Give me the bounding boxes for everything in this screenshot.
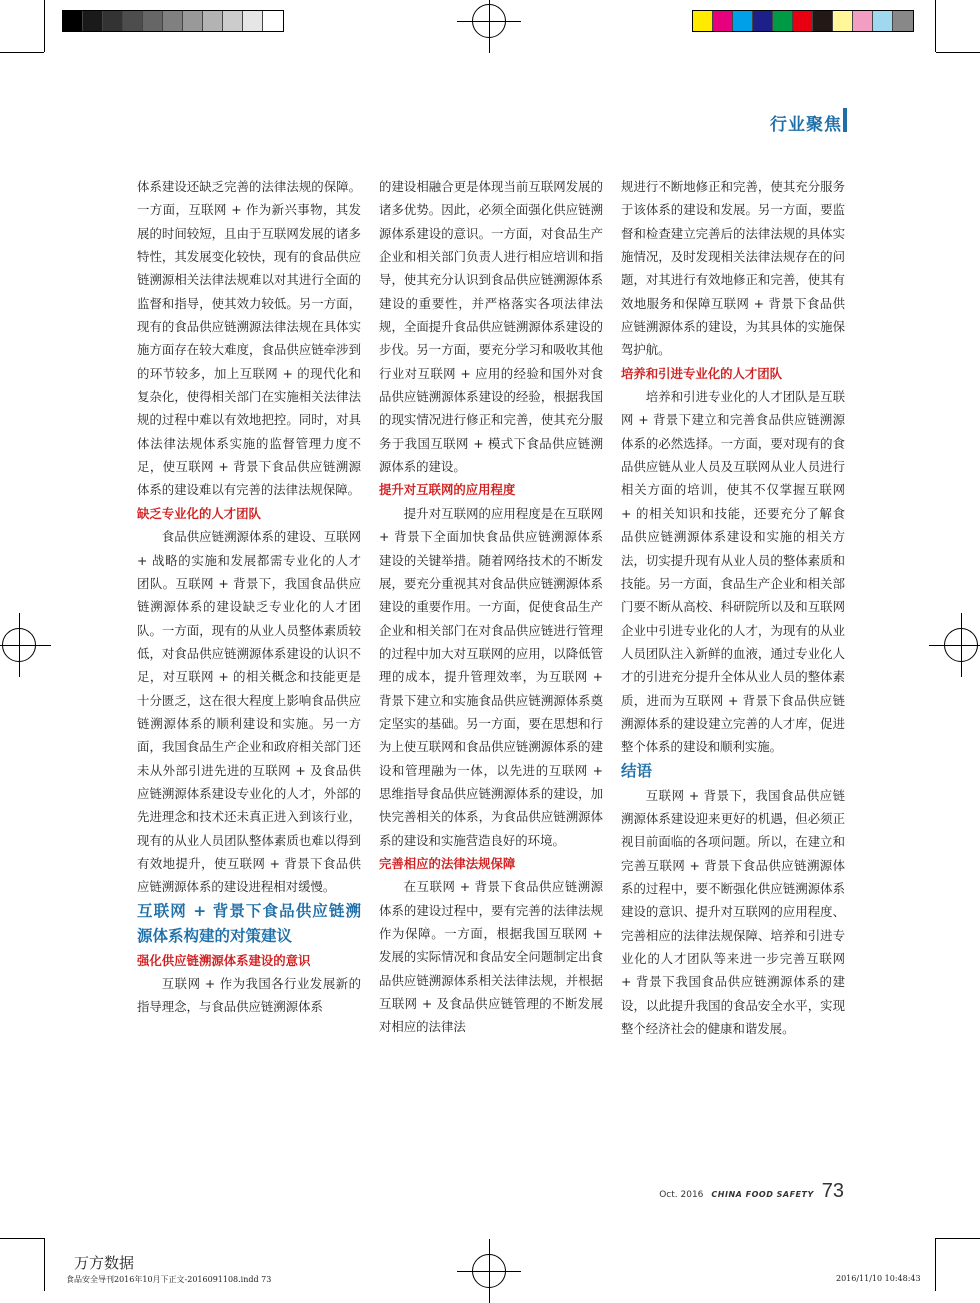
crop-mark [936,1238,980,1239]
crop-mark [935,0,936,52]
registration-mark-top [472,4,506,38]
color-swatch [773,11,793,31]
column-2 [379,175,603,1039]
registration-mark-left [2,628,36,662]
color-swatch [733,11,753,31]
color-swatch [893,11,913,31]
color-swatch [143,11,163,31]
watermark: 万方数据 [74,1254,135,1272]
crop-mark [0,1238,44,1239]
color-swatch [693,11,713,31]
color-swatch [203,11,223,31]
paragraph: 的建设相融合更是体现当前互联网发展的诸多优势。因此，必须全面强化供应链溯源体系建设的意识。一方面，对食品生产企业和相关部门负责人进行相应培训和指导，使其充分认识到食品供应链溯源体系建设的重要性，并严格落实各项法律法规，全面提升食品供应链溯源体系建设的步伐。另一方面，要充分学习和吸收其他行业对互联网 + 应用的经验和国外对食品供应链溯源体系建设的经验，根据我国的现实情况进行修正和完善，使其充分服务于我国互联网 + 模式下食品供应链溯源体系的建设。 [379,179,603,475]
subheading: 提升对互联网的应用程度 [379,482,516,498]
paragraph: 培养和引进专业化的人才团队是互联网 + 背景下建立和完善食品供应链溯源体系的必然选择。一方面，要对现有的食品供应链从业人员及互联网从业人员进行相关方面的培训，使其不仅掌握互联网 + 的相关知识和技能，还要充分了解食品供应链溯源体系建设和实施的相关方法，切实提升现有从业人员的整体素质和技能。另一方面，食品生产企业和相关部门要不断从高校、科研院所以及和互联网企业中引进专业化的人才，为现有的从业人员团队注入新鲜的血液，通过专业化人才的引进充分提升全体从业人员的整体素质，进而为互联网 + 背景下食品供应链溯源体系的建设建立完善的人才库，促进整个体系的建设和顺利实施。 [621,389,845,755]
crop-mark [936,52,980,53]
crop-mark [935,1238,936,1291]
color-swatch [63,11,83,31]
color-swatch [183,11,203,31]
subheading: 培养和引进专业化的人才团队 [621,365,783,381]
color-swatch [223,11,243,31]
paragraph: 体系建设还缺乏完善的法律法规的保障。一方面，互联网 + 作为新兴事物，其发展的时间较短，且由于互联网发展的诸多特性，其发展变化较快，现有的食品供应链溯源相关法律法规难以对其进行全面的监督和指导，使其效力较低。另一方面，现有的食品供应链溯源法律法规在具体实施方面存在较大难度，食品供应链牵涉到的环节较多，加上互联网 + 的现代化和复杂化，使得相关部门在实施相关法律法规的过程中难以有效地把控。同时，对具体法律法规体系实施的监督管理力度不足，使互联网 + 背景下食品供应链溯源体系的建设难以有完善的法律法规保障。 [137,179,361,498]
column-1 [137,175,361,1019]
paragraph: 互联网 + 背景下，我国食品供应链溯源体系建设迎来更好的机遇，但必须正视目前面临的各项问题。所以，在建立和完善互联网 + 背景下食品供应链溯源体系的过程中，要不断强化供应链溯源体系建设的意识、提升对互联网的应用程度、完善相应的法律法规保障、培养和引进专业化的人才团队等来进一步完善互联网 + 背景下我国食品供应链溯源体系的建设，以此提升我国的食品安全水平，实现整个经济社会的健康和谐发展。 [621,787,845,1037]
section-bar [843,108,847,132]
column-3 [621,175,845,1040]
subheading: 强化供应链溯源体系建设的意识 [137,952,311,968]
color-swatch [123,11,143,31]
color-swatch [833,11,853,31]
subheading: 缺乏专业化的人才团队 [137,505,261,521]
color-swatch [243,11,263,31]
color-swatch [753,11,773,31]
color-swatch [163,11,183,31]
section-heading: 互联网 + 背景下食品供应链溯源体系构建的对策建议 [137,901,361,945]
gray-calibration-bar [62,10,284,32]
section-title: 行业聚焦 [770,115,842,135]
color-swatch [853,11,873,31]
color-calibration-bar [692,10,914,32]
paragraph: 提升对互联网的应用程度是在互联网 + 背景下全面加快食品供应链溯源体系建设的关键举措。随着网络技术的不断发展，要充分重视其对食品供应链溯源体系建设的重要作用。一方面，促使食品生产企业和相关部门在对食品供应链进行管理的过程中加大对互联网的应用，以降低管理的成本，提升管理效率，为互联网 + 背景下建立和实施食品供应链溯源体系奠定坚实的基础。另一方面，要在思想和行为上使互联网和食品供应链溯源体系的建设和管理融为一体，以先进的互联网 + 思维指导食品供应链溯源体系的建设，加快完善相关的体系，为食品供应链溯源体系的建设和实施营造良好的环境。 [379,505,603,848]
page-number: 73 [821,1180,844,1202]
slug-time: 2016/11/10 10:48:43 [836,1274,921,1283]
paragraph: 食品供应链溯源体系的建设、互联网 + 战略的实施和发展都需专业化的人才团队。互联网 + 背景下，我国食品供应链溯源体系的建设缺乏专业化的人才团队。一方面，现有的从业人员整体素质较低，对食品供应链溯源体系建设的认识不足，对互联网 + 的相关概念和技能更是十分匮乏，这在很大程度上影响食品供应链溯源体系的顺利建设和实施。另一方面，我国食品生产企业和政府相关部门还未从外部引进先进的互联网 + 及食品供应链溯源体系建设专业化的人才，外部的先进理念和技术还未真正进入到该行业，现有的从业人员团队整体素质也难以得到有效地提升，使互联网 + 背景下食品供应链溯源体系的建设进程相对缓慢。 [137,529,361,895]
registration-mark-right [944,628,978,662]
registration-mark-bottom [472,1254,506,1288]
crop-mark [44,1238,45,1291]
color-swatch [813,11,833,31]
subheading: 完善相应的法律法规保障 [379,855,516,871]
paragraph: 互联网 + 作为我国各行业发展新的指导理念，与食品供应链溯源体系 [137,976,361,1015]
page-folio [659,1180,844,1203]
crop-mark [44,0,45,52]
color-swatch [873,11,893,31]
section-heading: 结语 [621,761,653,780]
color-swatch [103,11,123,31]
crop-mark [0,52,44,53]
issue-date: Oct. 2016 [659,1190,704,1200]
slug-file: 食品安全导刊2016年10月下正文-2016091108.indd 73 [66,1275,272,1284]
color-swatch [263,11,283,31]
paragraph: 规进行不断地修正和完善，使其充分服务于该体系的建设和发展。另一方面，要监督和检查建立完善后的法律法规的具体实施情况，及时发现相关法律法规存在的问题，对其进行有效地修正和完善，使其有效地服务和保障互联网 + 背景下食品供应链溯源体系的建设，为其具体的实施保驾护航。 [621,179,845,358]
color-swatch [83,11,103,31]
color-swatch [793,11,813,31]
magazine-name: CHINA FOOD SAFETY [711,1190,814,1199]
paragraph: 在互联网 + 背景下食品供应链溯源体系的建设过程中，要有完善的法律法规作为保障。一方面，根据我国互联网 + 发展的实际情况和食品安全问题制定出食品供应链溯源体系相关法律法规，并根据互联网 + 及食品供应链管理的不断发展对相应的法律法 [379,879,603,1035]
color-swatch [713,11,733,31]
